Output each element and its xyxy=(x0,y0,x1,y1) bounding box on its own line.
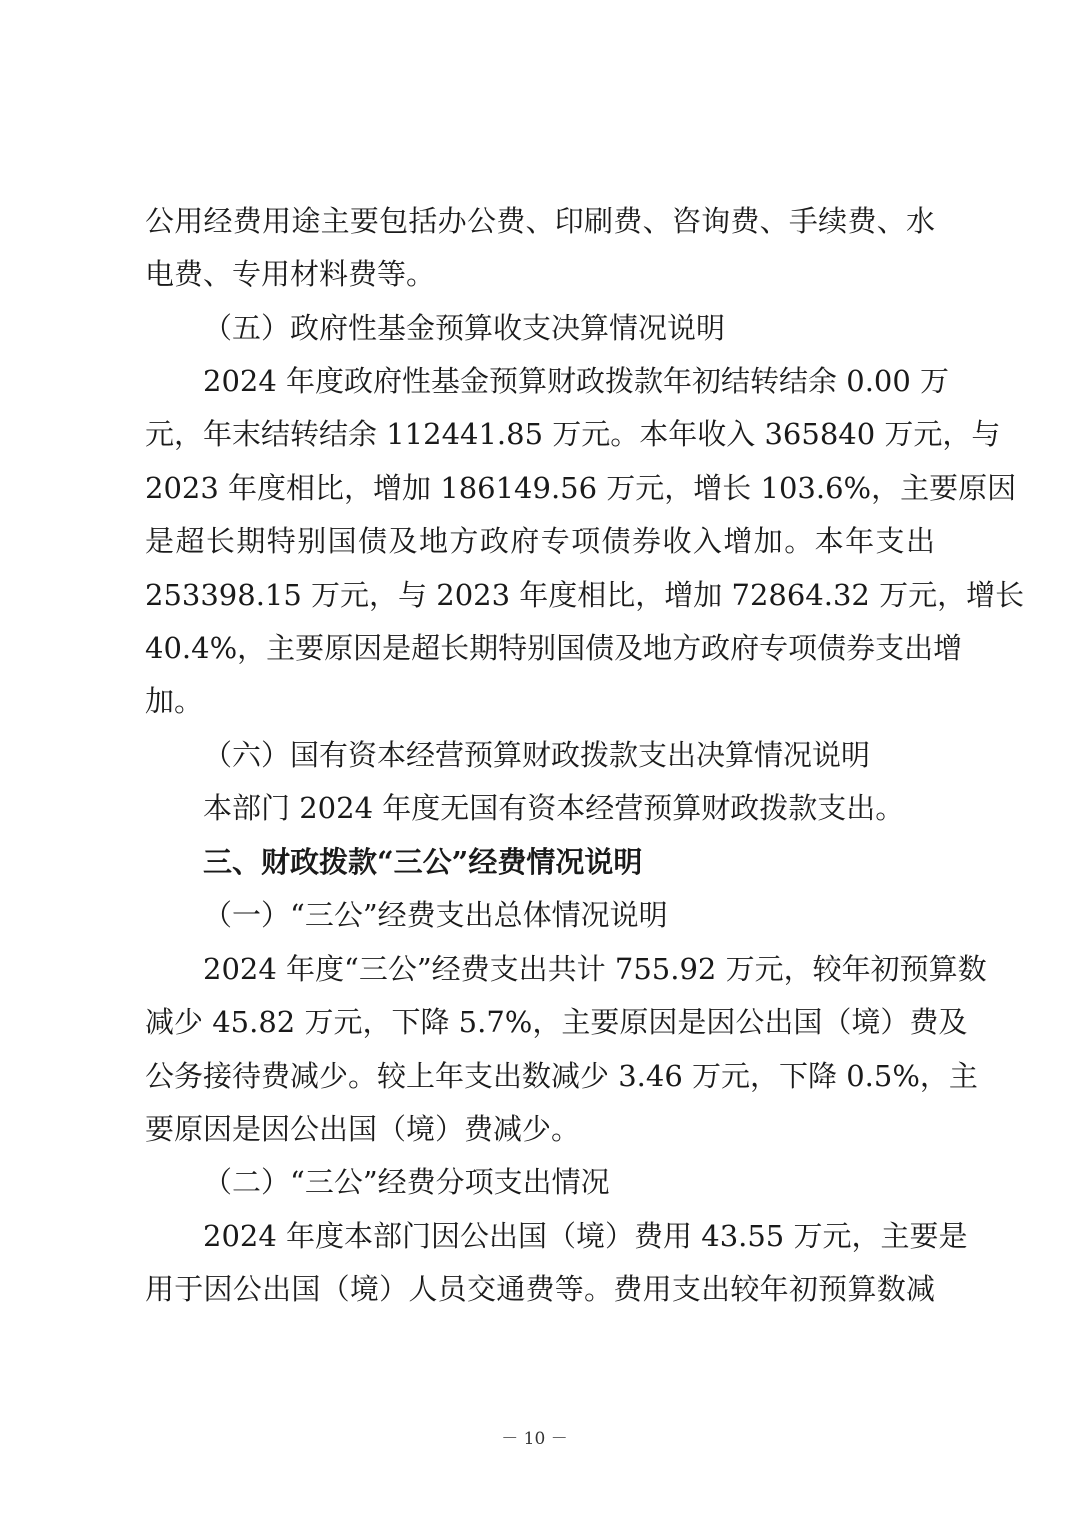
body-text-line: 公务接待费减少。较上年支出数减少 3.46 万元，下降 0.5%，主 xyxy=(145,1059,978,1093)
body-text-line: 2024 年度政府性基金预算财政拨款年初结转结余 0.00 万 xyxy=(203,364,950,398)
chapter-heading: 三、财政拨款“三公”经费情况说明 xyxy=(203,845,643,879)
body-text-line: 253398.15 万元，与 2023 年度相比，增加 72864.32 万元，增长 xyxy=(145,578,1025,612)
body-text-line: 2024 年度本部门因公出国（境）费用 43.55 万元，主要是 xyxy=(203,1219,968,1253)
section-heading: （一）“三公”经费支出总体情况说明 xyxy=(203,898,668,932)
body-text-line: 要原因是因公出国（境）费减少。 xyxy=(145,1112,581,1146)
section-heading: （六）国有资本经营预算财政拨款支出决算情况说明 xyxy=(203,738,871,772)
body-text-line: 40.4%，主要原因是超长期特别国债及地方政府专项债券支出增 xyxy=(145,631,963,665)
section-heading: （二）“三公”经费分项支出情况 xyxy=(203,1165,610,1199)
section-heading: （五）政府性基金预算收支决算情况说明 xyxy=(203,311,726,345)
body-text-line: 公用经费用途主要包括办公费、印刷费、咨询费、手续费、水 xyxy=(145,204,935,238)
body-text-line: 2024 年度“三公”经费支出共计 755.92 万元，较年初预算数 xyxy=(203,952,987,986)
body-text-line: 元，年末结转结余 112441.85 万元。本年收入 365840 万元，与 xyxy=(145,417,1001,451)
page-number: － 10 － xyxy=(501,1429,568,1449)
body-text-line: 电费、专用材料费等。 xyxy=(145,257,436,291)
body-text-line: 用于因公出国（境）人员交通费等。费用支出较年初预算数减 xyxy=(145,1272,935,1306)
body-text-line: 加。 xyxy=(145,684,204,718)
body-text-line: 本部门 2024 年度无国有资本经营预算财政拨款支出。 xyxy=(203,791,905,825)
body-text-line: 2023 年度相比，增加 186149.56 万元，增长 103.6%，主要原因 xyxy=(145,471,1017,505)
body-text-line: 减少 45.82 万元，下降 5.7%，主要原因是因公出国（境）费及 xyxy=(145,1005,968,1039)
body-text-line: 是超长期特别国债及地方政府专项债券收入增加。本年支出 xyxy=(145,524,935,558)
